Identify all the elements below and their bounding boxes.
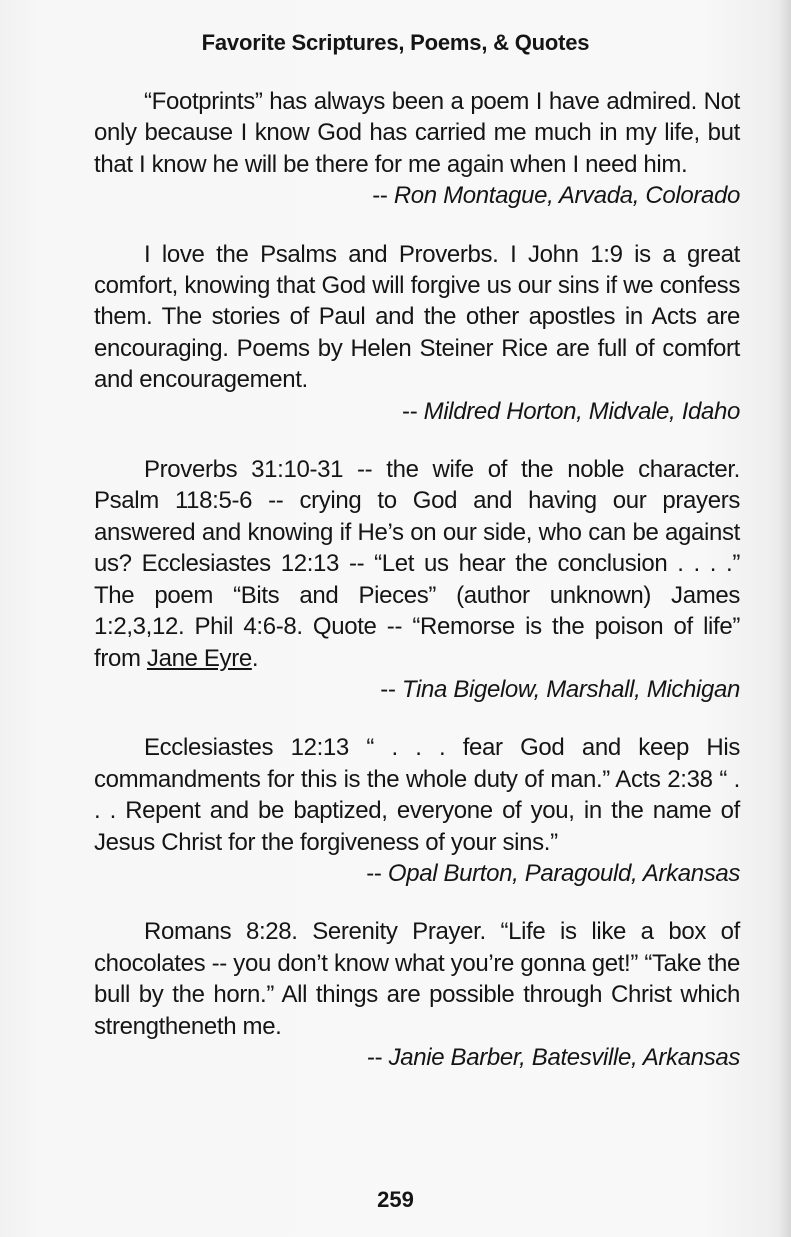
entry-3 — [94, 454, 740, 705]
attribution-dash: -- — [366, 1043, 383, 1071]
attribution-name: Janie Barber, Batesville, Arkansas — [388, 1043, 740, 1071]
entry-quote: “Footprints” has always been a poem I have admired. Not only because I know God has carried me much in my life, but that I know he will be there for me again when I need him. — [94, 88, 740, 178]
entry-attribution — [94, 396, 740, 427]
attribution-dash: -- — [380, 675, 396, 703]
entry-5 — [94, 916, 740, 1073]
entry-attribution — [94, 1042, 740, 1073]
entry-quote: Ecclesiastes 12:13 “ . . . fear God and keep His commandments for this is the whole duty of man.” Acts 2:38 “ . . . Repent and be baptized, everyone of you, in the name of Jesus Christ for the forgiveness of your sins.” — [94, 734, 740, 856]
entry-attribution — [94, 674, 740, 705]
entry-attribution — [94, 180, 740, 211]
entry-quote: Romans 8:28. Serenity Prayer. “Life is like a box of chocolates -- you don’t know what you’re gonna get!” “Take the bull by the horn.” All things are possible through Christ which strengtheneth me. — [94, 918, 740, 1040]
entry-quote — [94, 454, 740, 674]
attribution-dash: -- — [366, 859, 382, 887]
entry-attribution — [94, 858, 740, 889]
page-number: 259 — [377, 1187, 414, 1212]
attribution-name: Ron Montague, Arvada, Colorado — [393, 182, 740, 210]
attribution-dash: -- — [402, 397, 418, 425]
page-edge-shadow — [779, 0, 791, 1237]
quote-text-end: . — [251, 644, 259, 672]
attribution-name: Opal Burton, Paragould, Arkansas — [387, 859, 740, 887]
page-content — [94, 86, 740, 1100]
entry-2 — [94, 239, 740, 427]
book-title-underlined: Jane Eyre — [146, 644, 252, 672]
quote-text: Proverbs 31:10-31 -- the wife of the noble character. Psalm 118:5-6 -- crying to God and having our prayers answered and knowing if He’s on our side, who can be against us? Ecclesiastes 12:13 -- “Let us hear the conclusion . . . .” The poem “Bits and Pieces” (author unknown) James 1:2,3,12. Phil 4:6-8. Quote -- “Remorse is the poison of life” from — [94, 456, 740, 672]
attribution-dash: -- — [372, 182, 388, 210]
entry-4 — [94, 732, 740, 889]
attribution-name: Mildred Horton, Midvale, Idaho — [423, 397, 740, 425]
page-header: Favorite Scriptures, Poems, & Quotes — [201, 30, 590, 55]
entry-1 — [94, 86, 740, 212]
entry-quote: I love the Psalms and Proverbs. I John 1:9 is a great comfort, knowing that God will forgive us our sins if we confess them. The stories of Paul and the other apostles in Acts are encouraging. Poems by Helen Steiner Rice are full of comfort and encouragement. — [94, 240, 740, 394]
attribution-name: Tina Bigelow, Marshall, Michigan — [401, 675, 740, 703]
